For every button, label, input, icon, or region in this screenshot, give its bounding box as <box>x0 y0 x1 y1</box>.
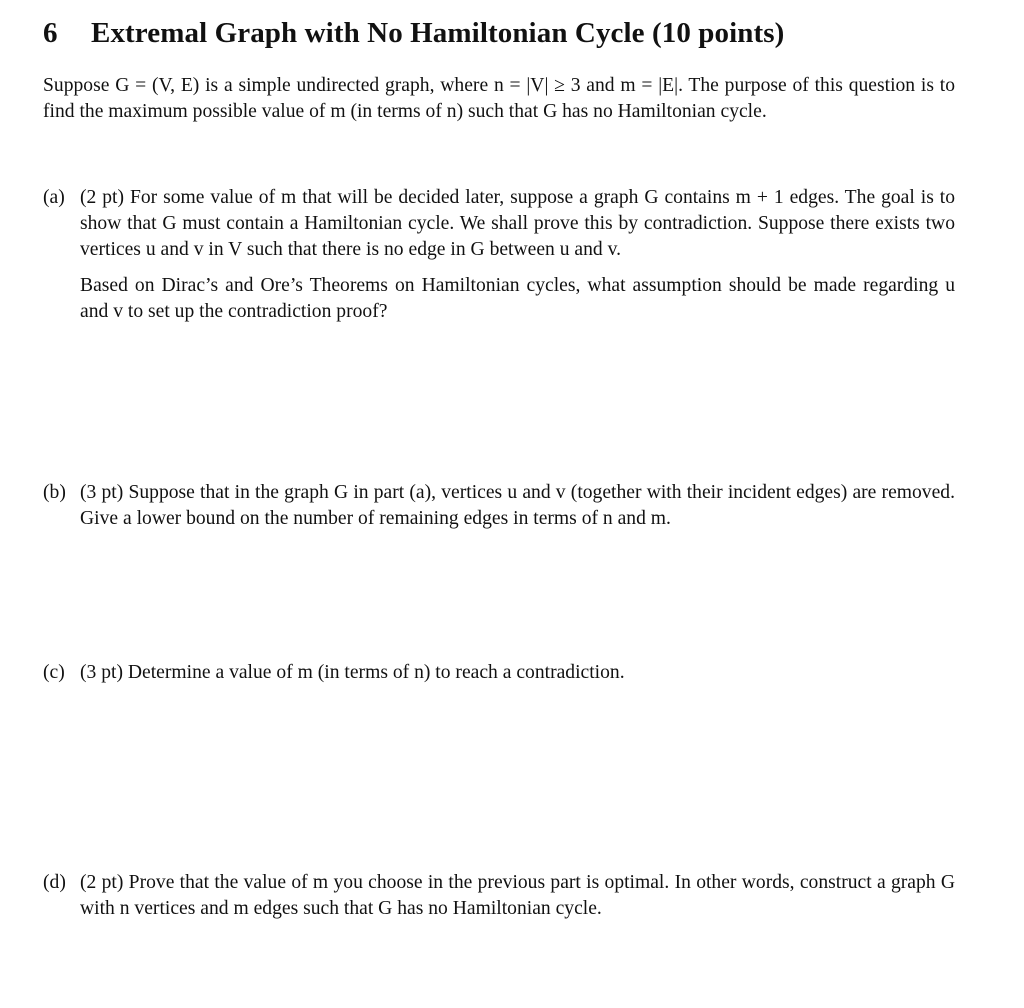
question-number: 6 <box>43 17 58 49</box>
part-a-label: (a) <box>43 187 65 208</box>
question-intro: Suppose G = (V, E) is a simple undirected graph, where n = |V| ≥ 3 and m = |E|. The purpose of this question is to find the maximum possible value of m (in terms of n) such that G has no Hamiltonian cycle. <box>43 75 955 122</box>
part-d <box>43 870 955 922</box>
part-c-body <box>80 660 955 686</box>
part-a-followup: Based on Dirac’s and Ore’s Theorems on Hamiltonian cycles, what assumption should be made regarding u and v to set up the contradiction proof? <box>80 275 955 322</box>
part-d-text: (2 pt) Prove that the value of m you choose in the previous part is optimal. In other words, construct a graph G with n vertices and m edges such that G has no Hamiltonian cycle. <box>80 872 955 919</box>
part-c <box>43 660 955 686</box>
part-b <box>43 480 955 532</box>
part-b-text: (3 pt) Suppose that in the graph G in part (a), vertices u and v (together with their incident edges) are removed. Give a lower bound on the number of remaining edges in terms of n and m. <box>80 482 955 529</box>
part-a-body <box>80 185 955 325</box>
question-title: Extremal Graph with No Hamiltonian Cycle (10 points) <box>91 17 785 49</box>
part-c-text: (3 pt) Determine a value of m (in terms of n) to reach a contradiction. <box>80 662 625 683</box>
part-c-label: (c) <box>43 662 65 683</box>
question-heading <box>43 17 784 50</box>
part-d-body <box>80 870 955 922</box>
part-b-body <box>80 480 955 532</box>
part-a <box>43 185 955 325</box>
part-d-label: (d) <box>43 872 66 893</box>
part-b-label: (b) <box>43 482 66 503</box>
part-a-text: (2 pt) For some value of m that will be decided later, suppose a graph G contains m + 1 edges. The goal is to show that G must contain a Hamiltonian cycle. We shall prove this by contradiction. Suppose there exists two vertices u and v in V such that there is no edge in G between u and v. <box>80 187 955 260</box>
